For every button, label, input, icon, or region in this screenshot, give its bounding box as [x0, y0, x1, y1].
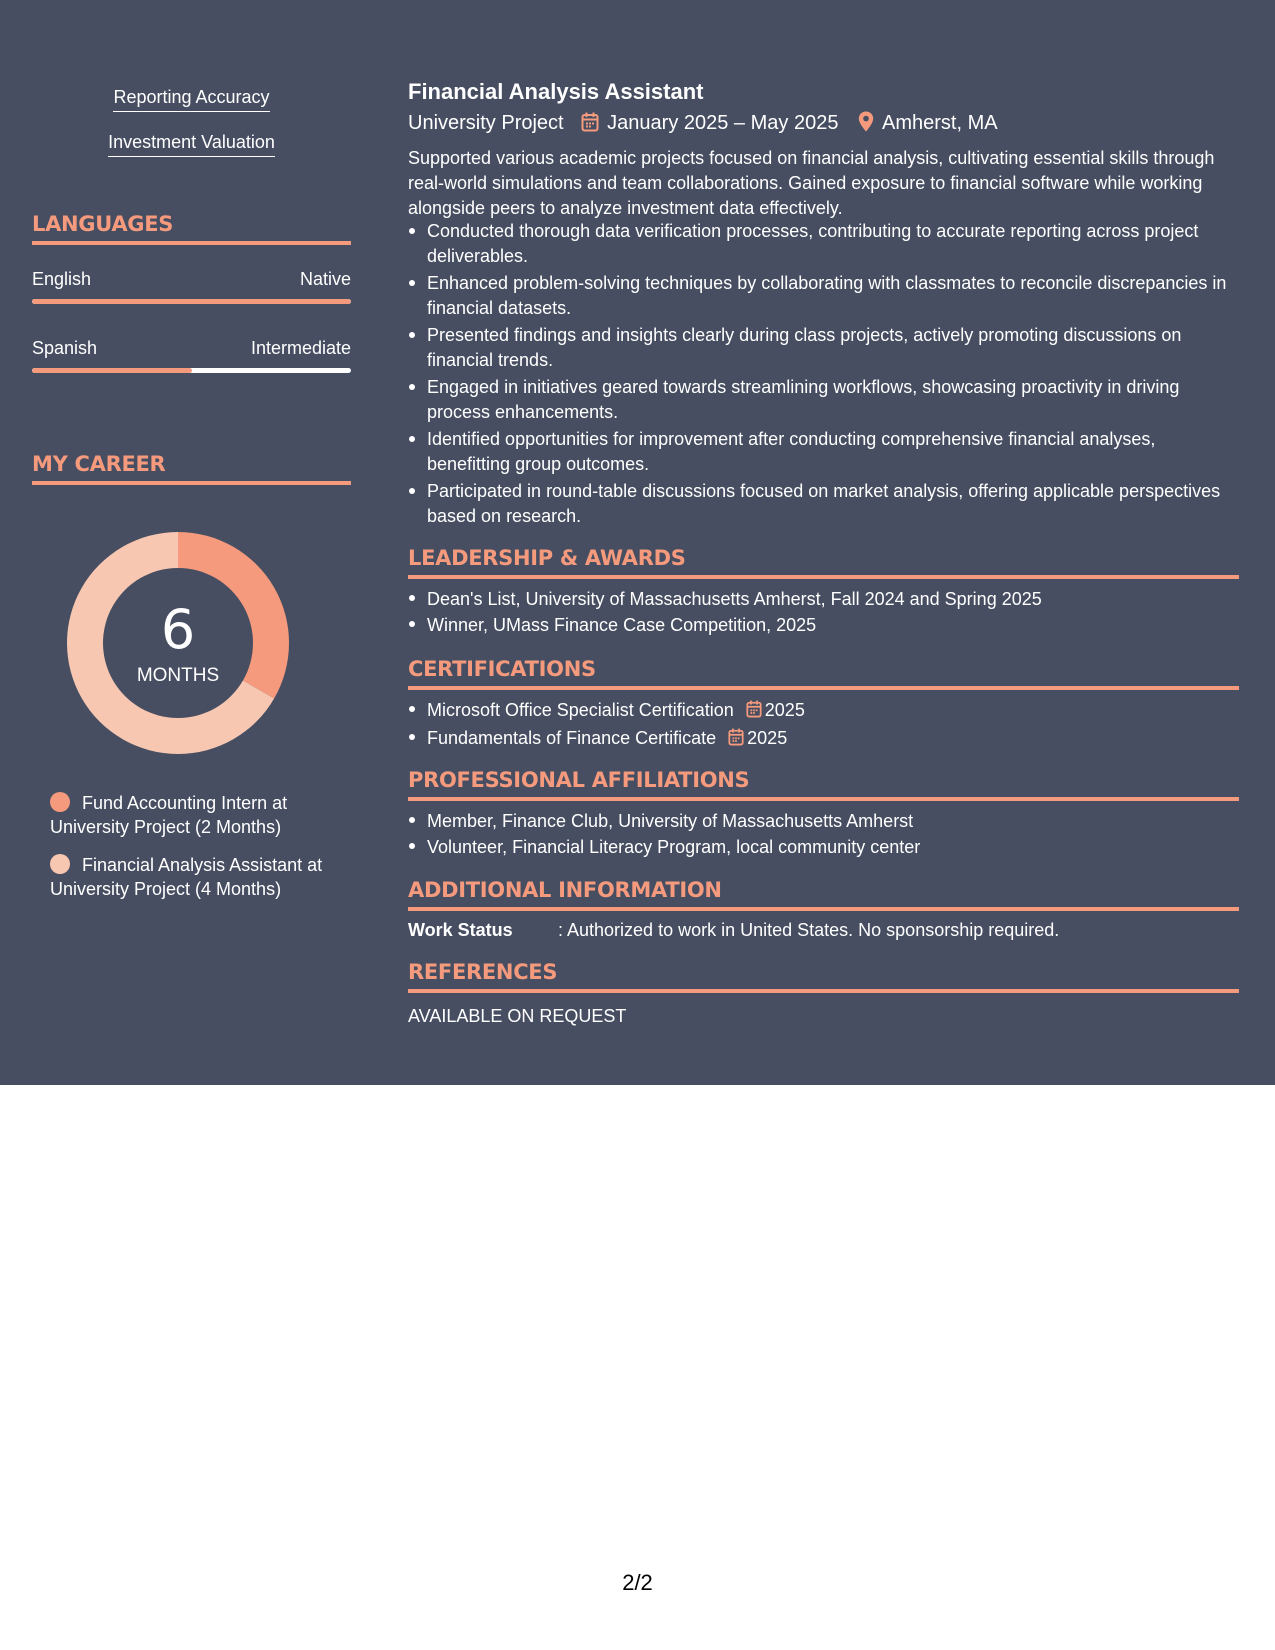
language-proficiency-bar: [32, 299, 351, 304]
certification-year: 2025: [747, 728, 788, 748]
list-item: Participated in round-table discussions focused on market analysis, offering applicable perspectives based on research.: [408, 479, 1239, 528]
list-item: Volunteer, Financial Literacy Program, local community center: [408, 834, 1239, 860]
job-bullet-list: [408, 219, 1239, 531]
legend-dot-icon: [50, 792, 70, 812]
language-proficiency-fill: [32, 299, 351, 304]
list-item: Enhanced problem-solving techniques by collaborating with classmates to reconcile discrepancies in financial datasets.: [408, 271, 1239, 320]
list-item: Dean's List, University of Massachusetts Amherst, Fall 2024 and Spring 2025: [408, 586, 1239, 612]
career-legend-item: [50, 791, 340, 839]
affiliations-heading: PROFESSIONAL AFFILIATIONS: [408, 767, 1239, 801]
certification-name: Microsoft Office Specialist Certification: [427, 700, 734, 720]
references-heading: REFERENCES: [408, 959, 1239, 993]
work-status-label: Work Status: [408, 920, 513, 940]
additional-info-heading: ADDITIONAL INFORMATION: [408, 877, 1239, 911]
donut-center: [65, 530, 291, 756]
certifications-heading: CERTIFICATIONS: [408, 656, 1239, 690]
language-proficiency-bar: [32, 368, 351, 373]
language-name: English: [32, 269, 92, 289]
career-heading: MY CAREER: [32, 451, 351, 485]
career-legend-item: [50, 853, 340, 901]
references-text: AVAILABLE ON REQUEST: [408, 1006, 627, 1026]
calendar-icon: [581, 112, 599, 139]
language-name: Spanish: [32, 338, 98, 358]
job-description: Supported various academic projects focused on financial analysis, cultivating essential skills through real-world simulations and team collaborations. Gained exposure to financial software while working alongside peers to analyze investment data effectively.: [408, 148, 1215, 218]
language-level: Intermediate: [250, 338, 351, 358]
career-donut-chart: [65, 530, 291, 756]
certification-year: 2025: [764, 700, 805, 720]
language-proficiency-fill: [32, 368, 192, 373]
job-location: Amherst, MA: [882, 112, 998, 134]
list-item: Member, Finance Club, University of Massachusetts Amherst: [408, 808, 1239, 834]
company-name: University Project: [408, 112, 564, 134]
calendar-icon: [746, 699, 762, 725]
list-item: Presented findings and insights clearly during class projects, actively promoting discussions on financial trends.: [408, 323, 1239, 372]
job-dates: January 2025 – May 2025: [607, 112, 839, 134]
skill-tag: Reporting Accuracy: [32, 86, 351, 112]
certifications-list: [408, 697, 1239, 753]
page-number: 2/2: [622, 1570, 653, 1595]
list-item: Conducted thorough data verification processes, contributing to accurate reporting across project deliverables.: [408, 219, 1239, 268]
leadership-list: [408, 586, 1239, 638]
list-item: Identified opportunities for improvement after conducting comprehensive financial analyses, benefitting group outcomes.: [408, 427, 1239, 476]
job-title: Financial Analysis Assistant: [408, 79, 704, 104]
certification-name: Fundamentals of Finance Certificate: [427, 728, 717, 748]
languages-heading: LANGUAGES: [32, 211, 351, 245]
career-total-unit: MONTHS: [136, 665, 220, 686]
job-meta: [408, 110, 998, 139]
legend-dot-icon: [50, 854, 70, 874]
list-item: Engaged in initiatives geared towards streamlining workflows, showcasing proactivity in driving process enhancements.: [408, 375, 1239, 424]
calendar-icon: [728, 727, 744, 753]
career-total-number: 6: [160, 598, 196, 661]
legend-label: Financial Analysis Assistant at University Project (4 Months): [50, 855, 323, 899]
map-pin-icon: [858, 111, 874, 139]
affiliations-list: [408, 808, 1239, 860]
language-level: Native: [299, 269, 351, 289]
list-item: [408, 725, 1239, 753]
skill-tag: Investment Valuation: [32, 131, 351, 157]
list-item: [408, 697, 1239, 725]
work-status: [408, 918, 1059, 942]
leadership-heading: LEADERSHIP & AWARDS: [408, 545, 1239, 579]
legend-label: Fund Accounting Intern at University Project (2 Months): [50, 793, 288, 837]
work-status-value: : Authorized to work in United States. No sponsorship required.: [558, 920, 1060, 940]
list-item: Winner, UMass Finance Case Competition, 2025: [408, 612, 1239, 638]
